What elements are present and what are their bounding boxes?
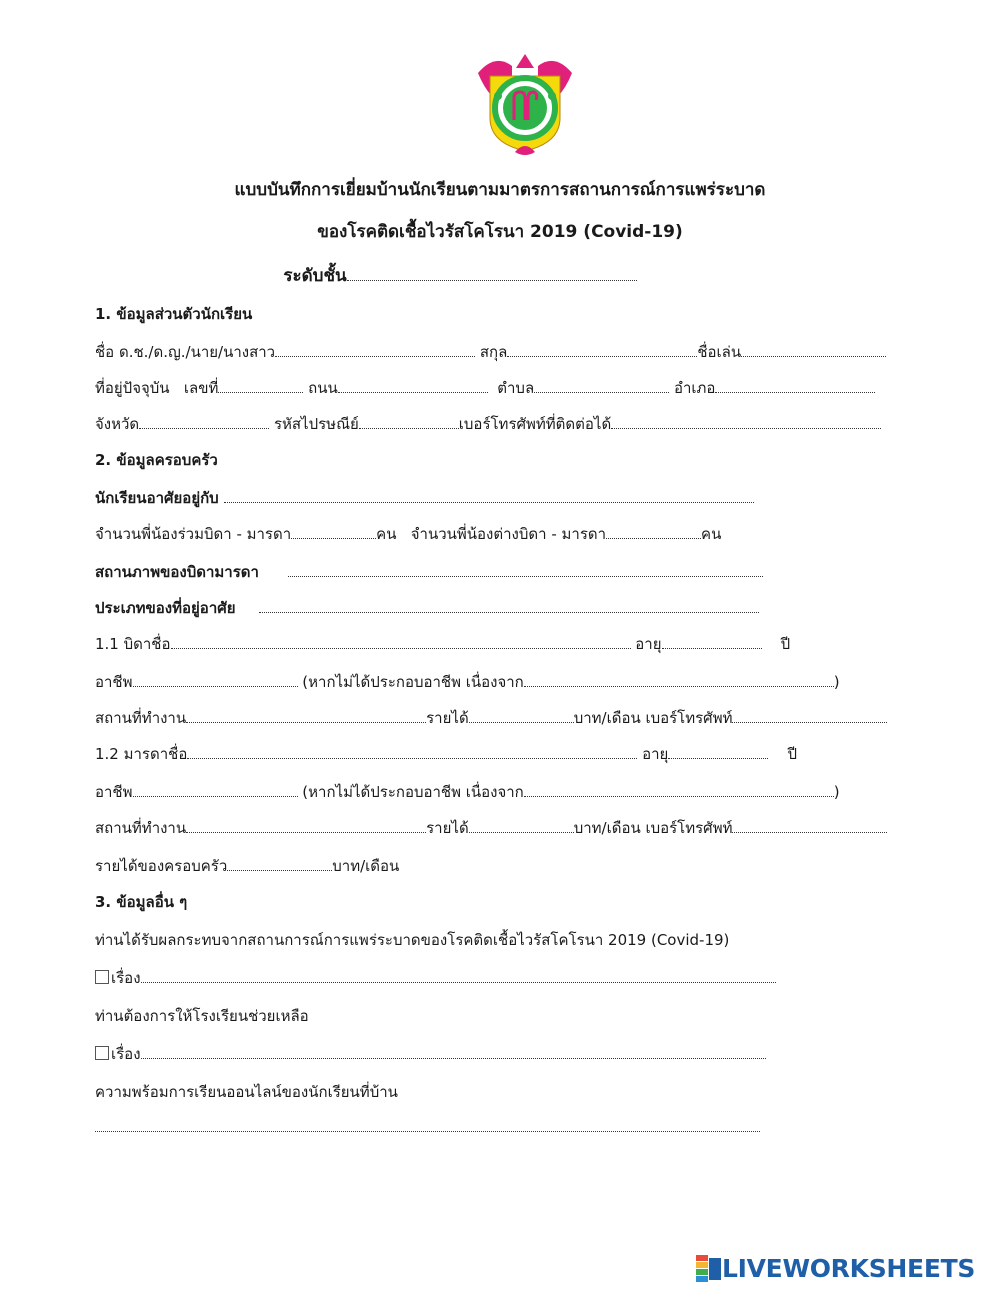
school-logo xyxy=(470,48,580,162)
phone-field[interactable] xyxy=(611,424,881,429)
mother-work-row xyxy=(95,816,887,840)
liveworksheets-wordmark: LIVEWORKSHEETS xyxy=(722,1254,976,1283)
province-label: จังหวัด xyxy=(95,415,140,433)
help-question: ท่านต้องการให้โรงเรียนช่วยเหลือ xyxy=(95,1007,309,1025)
father-income-field[interactable] xyxy=(469,718,574,723)
father-work-row xyxy=(95,706,887,730)
section2-heading: 2. ข้อมูลครอบครัว xyxy=(95,451,218,469)
help-checkbox[interactable] xyxy=(95,1046,109,1060)
subdistrict-label: ตำบล xyxy=(497,379,535,397)
class-level-label: ระดับชั้น xyxy=(283,266,347,286)
siblings-diff-field[interactable] xyxy=(606,534,701,539)
father-name-field[interactable] xyxy=(171,644,631,649)
mother-income-field[interactable] xyxy=(469,828,574,833)
surname-label: สกุล xyxy=(479,343,508,361)
help-row xyxy=(95,1042,766,1066)
house-no-label: เลขที่ xyxy=(183,379,219,397)
father-no-occupation-field[interactable] xyxy=(524,682,834,687)
postcode-field[interactable] xyxy=(359,424,459,429)
form-subtitle: ของโรคติดเชื้อไวรัสโคโรนา 2019 (Covid-19) xyxy=(317,222,683,242)
year-unit-1: ปี xyxy=(780,635,791,653)
residence-type-label: ประเภทของที่อยู่อาศัย xyxy=(95,599,236,617)
family-income-label: รายได้ของครอบครัว xyxy=(95,857,228,875)
surname-field[interactable] xyxy=(507,352,697,357)
father-age-field[interactable] xyxy=(662,644,762,649)
impact-field[interactable] xyxy=(141,978,776,983)
address-row xyxy=(95,376,875,400)
road-label: ถนน xyxy=(308,379,338,397)
province-row xyxy=(95,412,881,436)
class-level-row xyxy=(0,262,960,289)
help-matter-label: เรื่อง xyxy=(111,1045,141,1063)
student-name-row xyxy=(95,340,886,364)
father-age-label: อายุ xyxy=(635,635,662,653)
parent-status-label: สถานภาพของบิดามารดา xyxy=(95,563,259,581)
mother-phone-label: บาท/เดือน เบอร์โทรศัพท์ xyxy=(573,819,733,837)
parent-status-row xyxy=(95,560,763,584)
mother-workplace-field[interactable] xyxy=(186,828,426,833)
father-occupation-label: อาชีพ xyxy=(95,673,133,691)
mother-age-label: อายุ xyxy=(642,745,669,763)
impact-row xyxy=(95,966,776,990)
mother-income-label: รายได้ xyxy=(426,819,469,837)
district-label: อำเภอ xyxy=(673,379,716,397)
close-paren-1: ) xyxy=(833,673,840,691)
mother-occupation-row xyxy=(95,780,840,804)
mother-no-occupation-label: (หากไม่ได้ประกอบอาชีพ เนื่องจาก xyxy=(302,783,524,801)
unit-person-1: คน xyxy=(376,525,397,543)
siblings-row xyxy=(95,522,721,546)
close-paren-2: ) xyxy=(833,783,840,801)
postcode-label: รหัสไปรษณีย์ xyxy=(273,415,359,433)
mother-name-field[interactable] xyxy=(187,754,637,759)
help-field[interactable] xyxy=(141,1054,766,1059)
nickname-label: ชื่อเล่น xyxy=(697,343,742,361)
year-unit-2: ปี xyxy=(787,745,797,763)
father-income-label: รายได้ xyxy=(426,709,469,727)
residence-type-field[interactable] xyxy=(259,608,759,613)
father-phone-field[interactable] xyxy=(732,718,887,723)
siblings-diff-label: จำนวนพี่น้องต่างบิดา - มารดา xyxy=(410,525,607,543)
father-phone-label: บาท/เดือน เบอร์โทรศัพท์ xyxy=(573,709,733,727)
siblings-same-label: จำนวนพี่น้องร่วมบิดา - มารดา xyxy=(95,525,292,543)
mother-name-row xyxy=(95,742,797,766)
father-name-row xyxy=(95,632,790,656)
father-workplace-label: สถานที่ทำงาน xyxy=(95,709,187,727)
impact-matter-label: เรื่อง xyxy=(111,969,141,987)
impact-checkbox[interactable] xyxy=(95,970,109,984)
nickname-field[interactable] xyxy=(741,352,886,357)
subdistrict-field[interactable] xyxy=(534,388,669,393)
family-income-row xyxy=(95,854,399,878)
father-no-occupation-label: (หากไม่ได้ประกอบอาชีพ เนื่องจาก xyxy=(302,673,524,691)
mother-age-field[interactable] xyxy=(668,754,768,759)
class-level-field[interactable] xyxy=(347,276,637,281)
mother-no-occupation-field[interactable] xyxy=(524,792,834,797)
liveworksheets-brand xyxy=(696,1254,975,1283)
father-occupation-field[interactable] xyxy=(133,682,298,687)
per-month-unit: บาท/เดือน xyxy=(332,857,400,875)
province-field[interactable] xyxy=(139,424,269,429)
parent-status-field[interactable] xyxy=(288,572,763,577)
residence-type-row xyxy=(95,596,759,620)
section3-heading: 3. ข้อมูลอื่น ๆ xyxy=(95,893,188,911)
online-field[interactable] xyxy=(95,1127,760,1132)
form-title: แบบบันทึกการเยี่ยมบ้านนักเรียนตามมาตรการสถานการณ์การแพร่ระบาด xyxy=(234,180,766,200)
liveworksheets-logo-icon xyxy=(696,1255,722,1283)
road-field[interactable] xyxy=(338,388,488,393)
student-name-label: ชื่อ ด.ช./ด.ญ./นาย/นางสาว xyxy=(95,343,276,361)
impact-question: ท่านได้รับผลกระทบจากสถานการณ์การแพร่ระบาดของโรคติดเชื้อไวรัสโคโรนา 2019 (Covid-19) xyxy=(95,931,730,949)
district-field[interactable] xyxy=(715,388,875,393)
online-question: ความพร้อมการเรียนออนไลน์ของนักเรียนที่บ้าน xyxy=(95,1083,398,1101)
mother-phone-field[interactable] xyxy=(732,828,887,833)
online-row xyxy=(95,1118,760,1136)
siblings-same-field[interactable] xyxy=(291,534,376,539)
section1-heading: 1. ข้อมูลส่วนตัวนักเรียน xyxy=(95,305,253,323)
father-workplace-field[interactable] xyxy=(186,718,426,723)
family-income-field[interactable] xyxy=(227,866,332,871)
mother-occupation-field[interactable] xyxy=(133,792,298,797)
lives-with-row xyxy=(95,486,754,510)
unit-person-2: คน xyxy=(701,525,722,543)
mother-occupation-label: อาชีพ xyxy=(95,783,133,801)
address-label: ที่อยู่ปัจจุบัน xyxy=(95,379,170,397)
house-no-field[interactable] xyxy=(218,388,303,393)
mother-workplace-label: สถานที่ทำงาน xyxy=(95,819,187,837)
lives-with-label: นักเรียนอาศัยอยู่กับ xyxy=(95,489,219,507)
student-name-field[interactable] xyxy=(275,352,475,357)
father-name-label: 1.1 บิดาชื่อ xyxy=(95,635,171,653)
mother-name-label: 1.2 มารดาชื่อ xyxy=(95,745,188,763)
phone-label: เบอร์โทรศัพท์ที่ติดต่อได้ xyxy=(458,415,612,433)
lives-with-field[interactable] xyxy=(224,498,754,503)
father-occupation-row xyxy=(95,670,840,694)
